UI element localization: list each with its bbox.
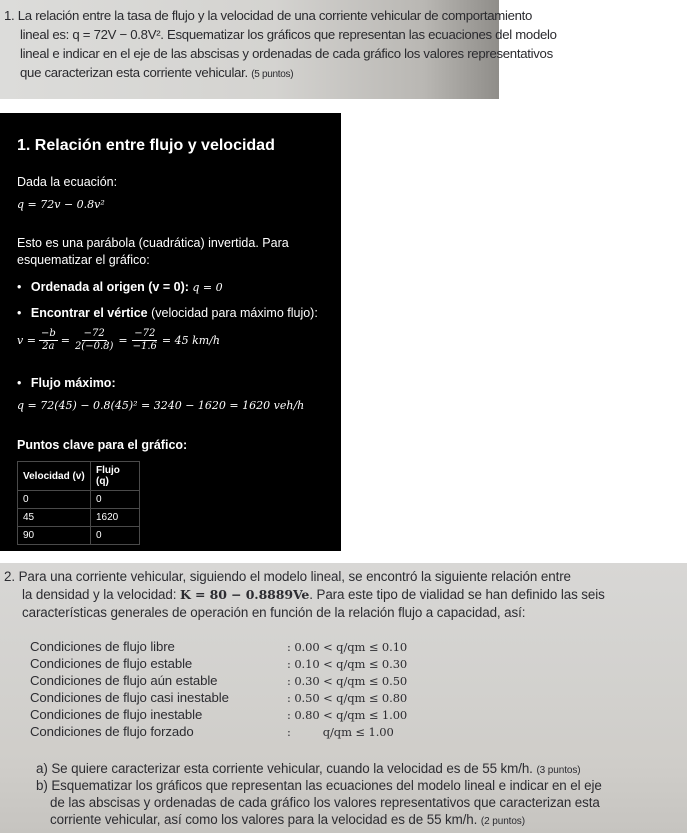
part-a — [36, 761, 580, 776]
answer-equation: q = 72v − 0.8v² — [17, 198, 105, 211]
condition-range: : 0.50 < q/qm ≤ 0.80 — [287, 691, 408, 705]
part-b-line-3-text: corriente vehicular, así como los valores para la velocidad es de 55 km/h. — [50, 812, 478, 827]
answer-title: 1. Relación entre flujo y velocidad — [17, 137, 275, 154]
vertex-f3-num: −72 — [134, 328, 156, 339]
part-b-line-2: de las abscisas y ordenadas de cada gráfico los valores representativos que caracterizan esta — [50, 795, 600, 810]
table-row — [18, 491, 140, 509]
table-cell: 45 — [18, 509, 91, 527]
problem-1-photo — [0, 0, 557, 99]
bullet-intercept-math: q = 0 — [192, 281, 223, 294]
max-flow-equation: q = 72(45) − 0.8(45)² = 3240 − 1620 = 1620 veh/h — [17, 399, 305, 412]
condition-range: : 0.80 < q/qm ≤ 1.00 — [287, 708, 408, 722]
density-speed-equation: K = 80 − 0.8889Ve — [180, 587, 310, 602]
problem-2-line-2-post: . Para este tipo de vialidad se han definido las seis — [309, 587, 605, 602]
bullet-vertex-suffix: (velocidad para máximo flujo): — [147, 306, 318, 320]
vertex-eq-1: = — [60, 334, 70, 347]
vertex-f2-den: 2(−0.8) — [74, 341, 114, 352]
vertex-lhs: v = — [17, 334, 36, 347]
problem-1-line-4 — [4, 63, 491, 84]
bullet-max-flow-label: Flujo máximo: — [30, 376, 116, 390]
table-header-flow: Flujo (q) — [91, 462, 140, 491]
condition-range: : 0.10 < q/qm ≤ 0.30 — [287, 657, 408, 671]
vertex-result: = 45 km/h — [161, 334, 220, 347]
bullet-intercept-label: Ordenada al origen (v = 0): — [30, 280, 189, 294]
answer-parabola-line-1: Esto es una parábola (cuadrática) invertida. Para — [17, 236, 289, 250]
part-b-line-3 — [50, 812, 525, 827]
vertex-f1-den: 2a — [42, 341, 55, 352]
condition-name: Condiciones de flujo libre — [30, 639, 175, 654]
condition-range: : 0.00 < q/qm ≤ 0.10 — [287, 640, 408, 654]
bullet-vertex-prefix: Encontrar el — [30, 306, 108, 320]
table-header-velocity: Velocidad (v) — [18, 462, 91, 491]
problem-2-line-1: 2. Para una corriente vehicular, siguiendo el modelo lineal, se encontró la siguiente relación entre — [4, 569, 571, 584]
problem-2-line-2-pre: la densidad y la velocidad: — [22, 587, 180, 602]
bullet-vertex — [17, 306, 318, 320]
vertex-fraction-3 — [131, 328, 159, 353]
problem-2-photo — [0, 563, 687, 833]
table-cell: 90 — [18, 527, 91, 545]
table-row — [18, 527, 140, 545]
problem-1-line-4-text: que caracterizan esta corriente vehicular. — [20, 65, 248, 80]
vertex-formula — [17, 328, 220, 353]
problem-2-line-3: características generales de operación en función de la relación flujo a capacidad, así: — [22, 605, 526, 620]
key-points-title: Puntos clave para el gráfico: — [17, 438, 188, 452]
problem-1-line-3: lineal e indicar en el eje de las abscisas y ordenadas de cada gráfico los valores representativos — [20, 46, 553, 61]
condition-name: Condiciones de flujo casi inestable — [30, 690, 229, 705]
answer-parabola-line-2: esquematizar el gráfico: — [17, 253, 150, 267]
vertex-f3-den: −1.6 — [132, 341, 157, 352]
table-row — [18, 509, 140, 527]
condition-range: : 0.30 < q/qm ≤ 0.50 — [287, 674, 408, 688]
table-cell: 0 — [18, 491, 91, 509]
condition-range: : q/qm ≤ 1.00 — [287, 725, 394, 739]
condition-name: Condiciones de flujo aún estable — [30, 673, 218, 688]
key-points-table — [17, 461, 140, 545]
condition-name: Condiciones de flujo inestable — [30, 707, 203, 722]
vertex-fraction-2 — [73, 328, 115, 353]
problem-2-line-2 — [22, 587, 605, 602]
table-cell: 0 — [91, 527, 140, 545]
bullet-max-flow — [17, 376, 116, 390]
part-a-text: a) Se quiere caracterizar esta corriente vehicular, cuando la velocidad es de 55 km/h. — [36, 761, 533, 776]
part-b-line-1: b) Esquematizar los gráficos que representan las ecuaciones del modelo lineal e indicar en el eje — [36, 778, 602, 793]
condition-name: Condiciones de flujo forzado — [30, 724, 194, 739]
bullet-vertex-bold: vértice — [107, 306, 148, 320]
problem-1-line-1: 1. La relación entre la tasa de flujo y la velocidad de una corriente vehicular de comportamiento — [4, 8, 533, 23]
table-cell: 0 — [91, 491, 140, 509]
table-cell: 1620 — [91, 509, 140, 527]
answer-intro: Dada la ecuación: — [17, 175, 118, 189]
vertex-f1-num: −b — [40, 328, 56, 339]
vertex-eq-2: = — [118, 334, 128, 347]
part-a-points: (3 puntos) — [536, 765, 581, 776]
condition-name: Condiciones de flujo estable — [30, 656, 193, 671]
answer-panel — [0, 113, 341, 551]
problem-1-points: (5 puntos) — [251, 69, 294, 80]
vertex-f2-num: −72 — [83, 328, 105, 339]
problem-1-line-2: lineal es: q = 72V − 0.8V². Esquematizar los gráficos que representan las ecuaciones del modelo — [20, 27, 557, 42]
table-header-row — [18, 462, 140, 491]
bullet-intercept — [17, 280, 223, 294]
part-b-points: (2 puntos) — [480, 816, 525, 827]
vertex-fraction-1 — [39, 328, 58, 353]
